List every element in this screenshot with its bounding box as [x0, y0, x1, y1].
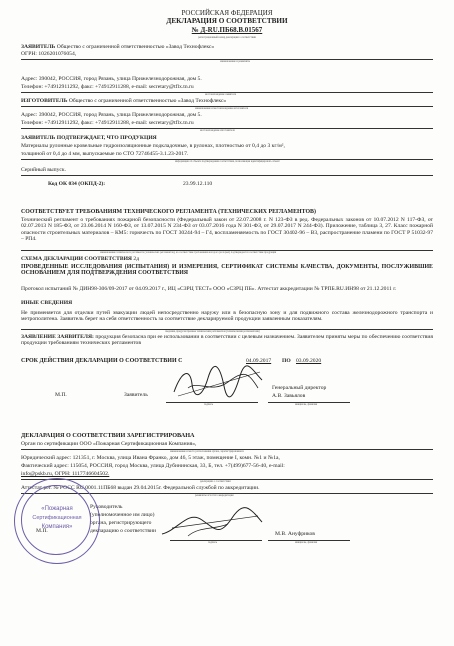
applicant-label: ЗАЯВИТЕЛЬ [21, 44, 56, 50]
other-caption: сведения, предусмотренные техническим регламентом (техническими регламентами) [165, 330, 260, 333]
number-caption: регистрационный номер декларации о соответствии [198, 36, 256, 39]
scheme-value: 2д [133, 256, 140, 262]
registration-organ: Орган по сертификации ООО «Пожарная Сертификационная Компания», [21, 441, 197, 447]
applicant-ogrn: ОГРН: 1026201076054, [21, 51, 77, 57]
statement-title: ЗАЯВЛЕНИЕ ЗАЯВИТЕЛЯ: [21, 334, 94, 340]
product-line2: толщиной от 0,4 до 4 мм, выпускаемые по СТО 72746455-3.1.23-2017. [21, 151, 189, 157]
stamp-line-3: Компания» [41, 524, 73, 530]
statement-text: продукция безопасна при ее использовании в соответствии с целевым назначением. Заявителем приняты меры по обеспечению соответствия продукции требованиям технических регламентов [21, 334, 433, 347]
seal-label-2: М.П. [36, 528, 48, 534]
manufacturer-caption: наименование и местонахождение изготовителя [195, 107, 249, 110]
validity-to-label: ПО [282, 358, 291, 364]
requirements-title: СООТВЕТСТВУЕТ ТРЕБОВАНИЯМ ТЕХНИЧЕСКОГО РЕГЛАМЕНТА (ТЕХНИЧЕСКИХ РЕГЛАМЕНТОВ) [21, 209, 316, 215]
scheme-row [21, 256, 139, 263]
code-value: 23.99.12.110 [183, 181, 213, 187]
other-title: ИНЫЕ СВЕДЕНИЯ [21, 300, 73, 306]
product-caption: информация об объекте подтверждения соответствия, позволяющая идентифицировать объект [175, 160, 280, 163]
registration-title: ДЕКЛАРАЦИЯ О СООТВЕТСТВИИ ЗАРЕГИСТРИРОВАНА [21, 432, 195, 439]
registration-email: info@pskb.ru, ОГРН: 1117746604502. [21, 471, 110, 477]
declaration-number: № Д-RU.ПБ68.В.01567 [191, 26, 263, 34]
signature-caption-1: подпись [204, 403, 214, 406]
scheme-label: СХЕМА ДЕКЛАРАЦИИ СООТВЕТСТВИЯ [21, 256, 132, 262]
director-name: А.В. Завьялов [272, 393, 306, 399]
applicant-caption: наименование и реквизиты [220, 60, 250, 63]
validity-label: СРОК ДЕЙСТВИЯ ДЕКЛАРАЦИИ О СООТВЕТСТВИИ С [21, 358, 183, 364]
registrar-head-4: декларацию о соответствии [90, 528, 156, 534]
product-label: ЗАЯВИТЕЛЬ ПОДТВЕРЖДАЕТ, ЧТО ПРОДУКЦИЯ [21, 135, 157, 141]
validity-from: 04.09.2017 [246, 358, 272, 364]
requirements-text: Технический регламент о требованиях пожарной безопасности (Федеральный закон от 22.07.2008 г. N 123-ФЗ в ред. Федеральных законов от 10.07.2012 N 117-ФЗ, от 02.07.2013 N 185-ФЗ, от 23.06.2014 N 160-ФЗ, от 13.07.2015 N 234-ФЗ от 03.07.2016 года N 301-ФЗ, от 29.07.2017 N 244-ФЗ). Приложение, таблица 3, 27. Класс пожарной опасности строительных материалов – КМ5: горючесть по ГОСТ 30244-94 – Г4, воспламеняемость по ГОСТ 30402-96 – В3, распространение пламени по ГОСТ Р 51032-97 – РП4. [21, 217, 433, 243]
applicant-row [21, 44, 214, 51]
registrar-head-1: Руководитель [90, 504, 123, 510]
stamp-line-2: Сертификационная [32, 515, 82, 521]
code-label: Код ОК 034 (ОКПД-2): [48, 181, 106, 187]
seal-label-1: М.П. [55, 392, 67, 398]
certification-stamp [14, 478, 100, 564]
applicant-location-caption: местонахождение заявителя [205, 93, 236, 96]
registration-caption-2: декларацию о соответствии [200, 480, 231, 483]
manufacturer-location-caption: местонахождение изготовителя [200, 129, 235, 132]
accreditation-caption: реквизиты аттестата аккредитации [195, 494, 234, 497]
manufacturer-name: Общество с ограниченной ответственностью «Завод Технофлекс» [68, 98, 227, 104]
manufacturer-contacts: Телефон: +74912911292, факс: +74912911288, e-mail: secretary@tflx.tn.ru [21, 120, 194, 126]
applicant-signature [168, 362, 266, 402]
applicant-signer-role: Заявитель [124, 392, 148, 398]
registrar-name: М.В. Ануфриков [275, 531, 315, 537]
applicant-contacts: Телефон: +74912911292, факс: +74912911288, e-mail: secretary@tflx.tn.ru [21, 84, 194, 90]
applicant-address: Адрес: 390042, РОССИЯ, город Рязань, улица Прижелезнодорожная, дом 5. [21, 76, 202, 82]
registration-actual-address: Фактический адрес: 115054, РОССИЯ, город Москва, улица Дубининская, 33, Б, тел. +7(499)677-56-40, e-mail: [21, 463, 285, 469]
name-caption-2: инициалы, фамилия [295, 541, 318, 544]
name-caption-1: инициалы, фамилия [295, 403, 318, 406]
registration-accreditation: Аттестат рег. № РОСС RU.0001.11ПБ68 выдан 29.04.2015г. Федеральной службой по аккредитации. [21, 485, 260, 491]
studies-title: ПРОВЕДЕННЫЕ ИССЛЕДОВАНИЯ (ИСПЫТАНИЯ) И ИЗМЕРЕНИЯ, СЕРТИФИКАТ СИСТЕМЫ КАЧЕСТВА, ДОКУМЕНТЫ, ПОСЛУЖИВШИЕ ОСНОВАНИЕМ ДЛЯ ПОДТВЕРЖДЕНИЯ СООТВЕТСТВИЯ [21, 264, 433, 277]
stamp-line-1: «Пожарная [41, 506, 73, 512]
manufacturer-label: ИЗГОТОВИТЕЛЬ [21, 98, 68, 104]
other-text: Не применяется для отделки путей эвакуации людей непосредственно наружу или в безопасную зону и для подвижного состава железнодорожного транспорта и метрополитена. Заявитель берет на себя ответственность за соответствие декларируемой продукции заявленным показателям. [21, 310, 433, 323]
validity-to: 03.09.2020 [296, 358, 322, 364]
statement-block [21, 334, 433, 347]
product-line1: Материалы рулонные кровельные гидроизоляционные подкладочные, в рулонах, плотностью от 0,4 до 3 кг/м², [21, 143, 285, 149]
studies-text: Протокол испытаний № ДИН98-306/09-2017 от 04.09.2017 г., ИЦ «СЗРЦ ТЕСТ» ООО «СЗРЦ ПБ». Аттестат аккредитации № ТРПБ.RU.ИН98 от 21.12.2011 г. [21, 286, 397, 292]
applicant-name: Общество с ограниченной ответственностью «Завод Технофлекс» [56, 44, 215, 50]
manufacturer-row [21, 98, 226, 105]
manufacturer-address: Адрес: 390042, РОССИЯ, город Рязань, улица Прижелезнодорожная, дом 5. [21, 112, 202, 118]
product-serial: Серийный выпуск. [21, 167, 66, 173]
document-title: ДЕКЛАРАЦИЯ О СООТВЕТСТВИИ [166, 17, 288, 25]
registration-caption: наименование и место расположения органа, зарегистрировавшего [170, 450, 245, 453]
registrar-head-3: органа, регистрирующего [90, 520, 152, 526]
country-heading: РОССИЙСКАЯ ФЕДЕРАЦИЯ [181, 9, 273, 17]
director-position: Генеральный директор [272, 385, 327, 391]
signature-caption-2: подпись [208, 541, 218, 544]
registration-legal-address: Юридический адрес: 121351, г. Москва, улица Ивана Франко, дом 46, 5 этаж, помещение I, комн. №1 и №1а, [21, 455, 280, 461]
registrar-signature [158, 500, 268, 542]
requirements-caption: наименование технического регламента (технических регламентов), на соответствие требованиям которого (которых) подтверждается соответствие продукции [100, 251, 277, 254]
registrar-head-2: (уполномоченное им лицо) [90, 512, 155, 518]
